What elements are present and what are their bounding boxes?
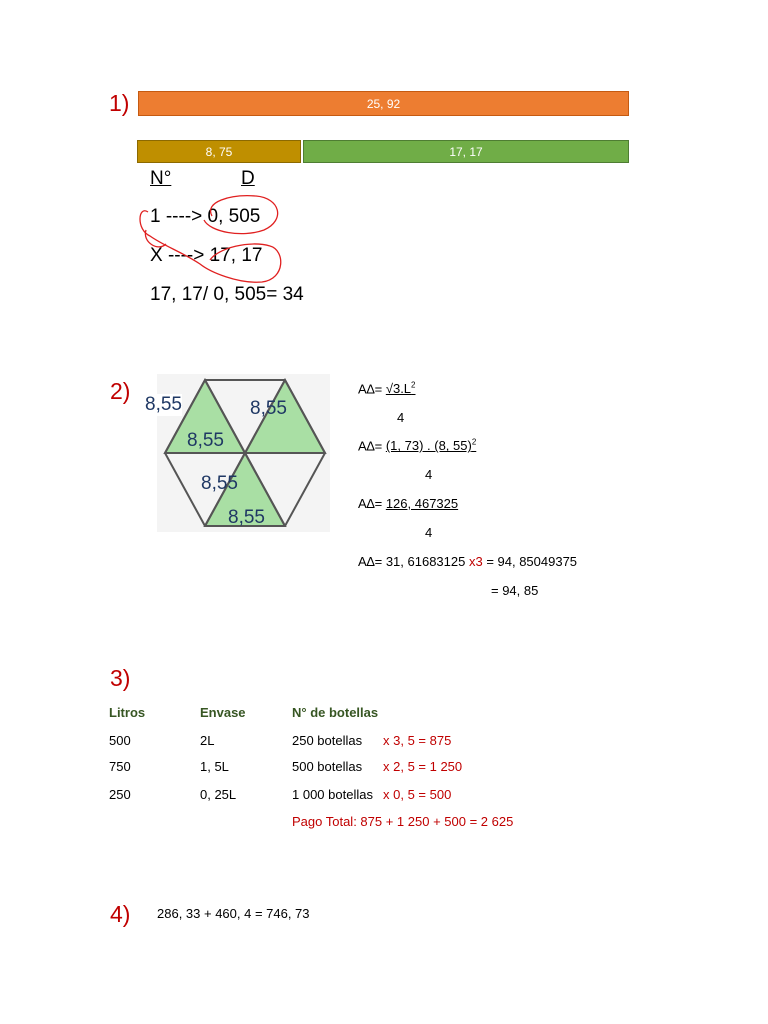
row-2-litros: 750: [109, 759, 131, 774]
row-1-calc: x 3, 5 = 875: [383, 733, 452, 748]
row-1-envase: 2L: [200, 733, 215, 748]
question-4-number: 4): [110, 901, 131, 927]
sum-equation: 286, 33 + 460, 4 = 746, 73: [157, 906, 310, 921]
total-payment: Pago Total: 875 + 1 250 + 500 = 2 625: [292, 814, 514, 829]
hex-label-2: 8,55: [250, 398, 287, 419]
area-formula-line-3: A∆= 126, 467325: [358, 496, 459, 511]
row-3-calc: x 0, 5 = 500: [383, 787, 452, 802]
area-formula-line-2: A∆= (1, 73) . (8, 55)$^2$: [358, 438, 477, 454]
question-1-number: 1): [109, 90, 130, 116]
area-formula-denominator-1: 4: [397, 410, 405, 425]
area-formula-line-1: $A\Delta= √3.L^2$: [358, 381, 416, 397]
proportion-row-2: X ----> 17, 17: [150, 245, 263, 266]
cross-multiplication-annotation: [130, 190, 300, 290]
proportion-row-1: 1 ----> 0, 505: [150, 206, 261, 227]
hex-label-3: 8,55: [187, 430, 224, 451]
hex-label-5: 8,55: [228, 507, 265, 528]
hex-label-1: 8,55: [145, 394, 182, 415]
segment-a-bar: [137, 140, 301, 163]
total-distance-label: 25, 92: [366, 96, 401, 111]
segment-b-label: 17, 17: [449, 144, 483, 159]
row-1-botellas: 250 botellas: [292, 733, 363, 748]
column-d-header: D: [241, 168, 255, 189]
row-3-envase: 0, 25L: [200, 787, 237, 802]
row-3-litros: 250: [109, 787, 131, 802]
hex-label-4: 8,55: [201, 473, 238, 494]
row-2-calc: x 2, 5 = 1 250: [383, 759, 463, 774]
header-litros: Litros: [109, 705, 146, 720]
header-botellas: N° de botellas: [292, 705, 379, 720]
row-2-envase: 1, 5L: [200, 759, 229, 774]
hexagon-figure: [145, 374, 330, 532]
row-2-botellas: 500 botellas: [292, 759, 363, 774]
row-1-litros: 500: [109, 733, 131, 748]
question-2-number: 2): [110, 378, 131, 404]
area-formula-denominator-2: 4: [425, 467, 433, 482]
total-distance-bar: [138, 91, 629, 116]
header-envase: Envase: [200, 705, 246, 720]
segment-a-label: 8, 75: [205, 144, 233, 159]
area-formula-line-4: A∆= 31, 61683125 x3 = 94, 85049375: [358, 554, 578, 569]
column-n-header: N°: [150, 168, 172, 189]
row-3-botellas: 1 000 botellas: [292, 787, 373, 802]
area-formula-result: = 94, 85: [491, 583, 539, 598]
area-formula-denominator-3: 4: [425, 525, 433, 540]
segment-b-bar: [303, 140, 629, 163]
proportion-result: 17, 17/ 0, 505= 34: [150, 284, 304, 305]
question-3-number: 3): [110, 665, 131, 691]
